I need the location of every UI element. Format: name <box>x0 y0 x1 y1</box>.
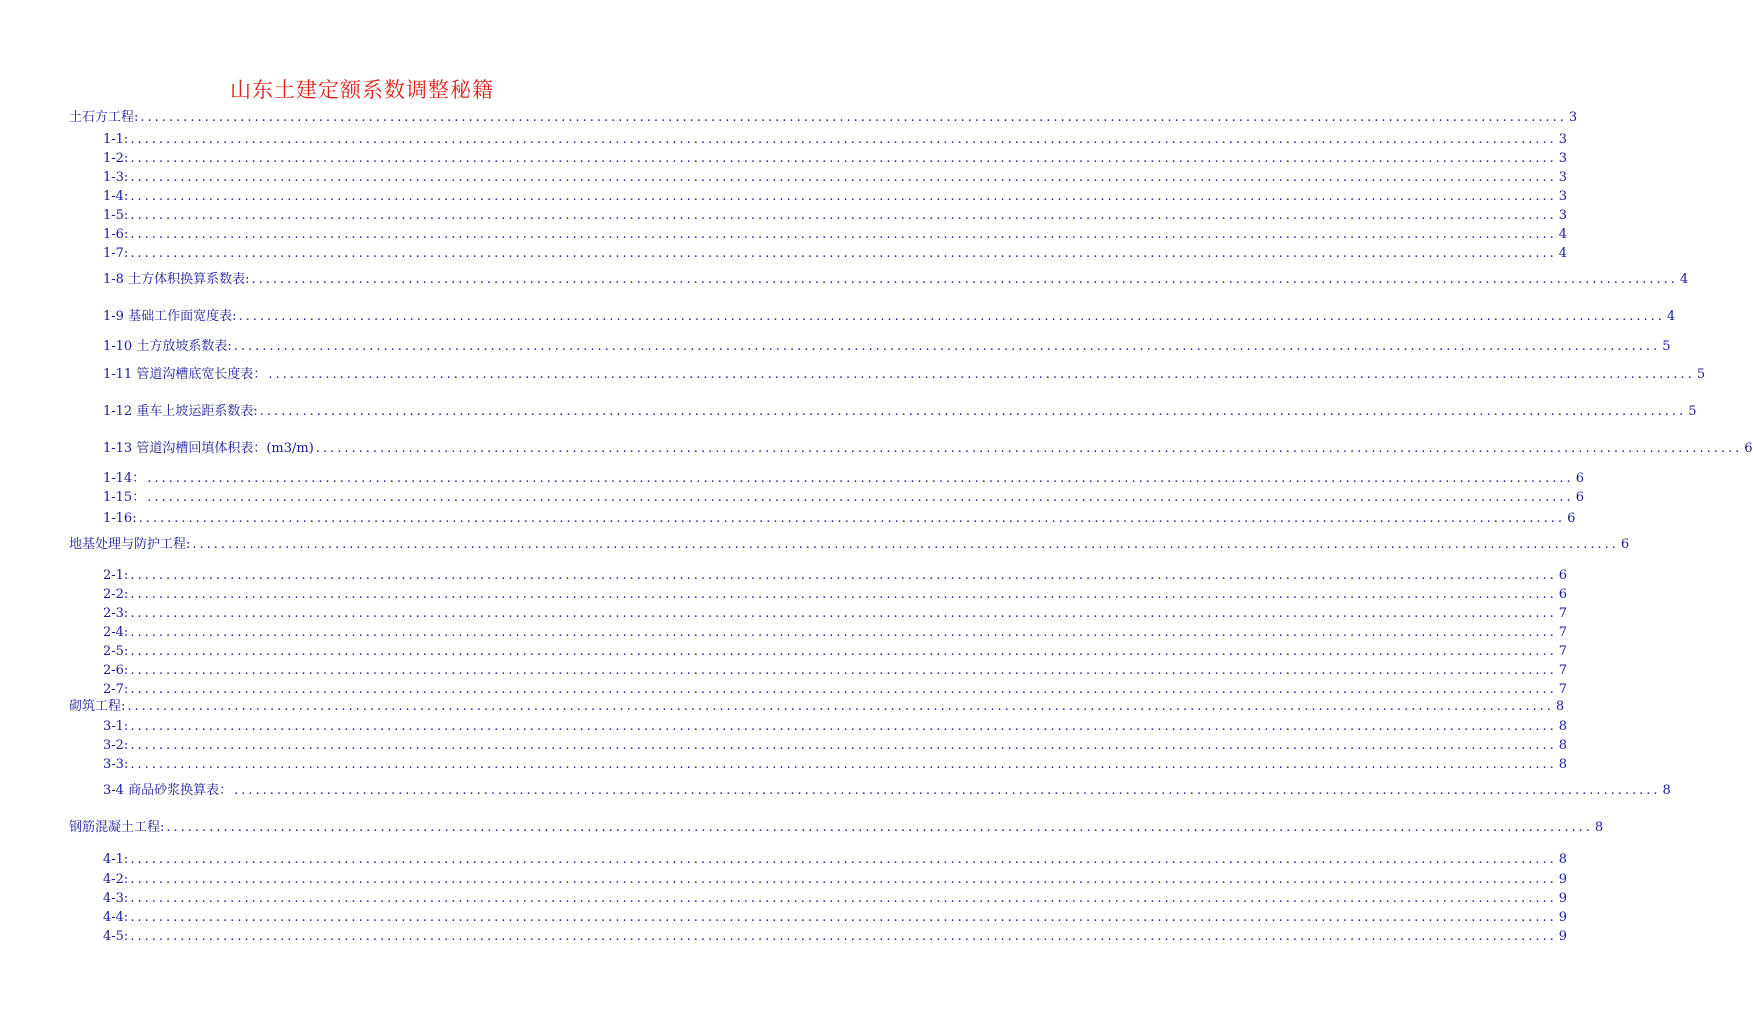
toc-entry-label: 3-4 商品砂浆换算表： <box>103 783 233 798</box>
toc-leader-dots: ........................................................................................................................................................................................................ <box>130 738 1557 753</box>
toc-page-number: 9 <box>1558 891 1568 906</box>
toc-entry-label: 4-2: <box>103 872 129 887</box>
toc-leader-dots: ........................................................................................................................................................................................................ <box>130 663 1557 678</box>
toc-leader-dots: ........................................................................................................................................................................................................ <box>166 820 1593 835</box>
toc-page-number: 7 <box>1558 644 1568 659</box>
toc-section-entry[interactable] <box>103 208 1568 224</box>
toc-entry-label: 1-7: <box>103 246 129 261</box>
toc-entry-label: 1-5: <box>103 208 129 223</box>
toc-leader-dots: ........................................................................................................................................................................................................ <box>130 170 1557 185</box>
toc-page-number: 6 <box>1558 587 1568 602</box>
toc-chapter-entry[interactable] <box>69 537 1630 553</box>
toc-section-entry[interactable] <box>103 663 1568 679</box>
toc-page-number: 9 <box>1558 910 1568 925</box>
toc-page-number: 8 <box>1558 738 1568 753</box>
toc-section-entry[interactable] <box>103 246 1568 262</box>
toc-section-entry[interactable] <box>103 738 1568 754</box>
toc-entry-label: 2-1: <box>103 568 129 583</box>
toc-page-number: 6 <box>1567 511 1576 526</box>
toc-leader-dots: ........................................................................................................................................................................................................ <box>233 339 1661 354</box>
toc-section-entry[interactable] <box>103 170 1568 186</box>
toc-section-entry[interactable] <box>103 852 1568 868</box>
toc-chapter-entry[interactable] <box>69 699 1565 715</box>
toc-leader-dots: ........................................................................................................................................................................................................ <box>259 404 1687 419</box>
toc-leader-dots: ........................................................................................................................................................................................................ <box>130 132 1557 147</box>
toc-entry-label: 4-4: <box>103 910 129 925</box>
toc-page-number: 5 <box>1662 339 1671 354</box>
toc-page-number: 6 <box>1744 441 1753 456</box>
toc-section-entry[interactable] <box>103 910 1568 926</box>
toc-page-number: 3 <box>1558 151 1568 166</box>
toc-entry-label: 1-2: <box>103 151 129 166</box>
toc-entry-label: 1-11 管道沟槽底宽长度表： <box>103 367 267 382</box>
toc-section-entry[interactable] <box>103 272 1689 288</box>
toc-entry-label: 1-10 土方放坡系数表: <box>103 339 232 354</box>
toc-page-number: 7 <box>1558 625 1568 640</box>
toc-section-entry[interactable] <box>103 404 1697 420</box>
toc-section-entry[interactable] <box>103 606 1568 622</box>
toc-chapter-entry[interactable] <box>69 820 1604 836</box>
toc-entry-label: 砌筑工程: <box>69 699 126 714</box>
toc-section-entry[interactable] <box>103 783 1671 799</box>
toc-leader-dots: ........................................................................................................................................................................................................ <box>147 490 1574 505</box>
toc-page-number: 5 <box>1688 404 1697 419</box>
toc-leader-dots: ........................................................................................................................................................................................................ <box>130 208 1557 223</box>
toc-entry-label: 钢筋混凝土工程: <box>69 820 165 835</box>
toc-page-number: 6 <box>1558 568 1568 583</box>
toc-section-entry[interactable] <box>103 367 1706 383</box>
toc-page-number: 3 <box>1558 208 1568 223</box>
toc-section-entry[interactable] <box>103 568 1568 584</box>
toc-section-entry[interactable] <box>103 471 1584 487</box>
toc-entry-label: 1-6: <box>103 227 129 242</box>
toc-leader-dots: ........................................................................................................................................................................................................ <box>192 537 1619 552</box>
toc-page-number: 8 <box>1558 719 1568 734</box>
toc-entry-label: 地基处理与防护工程: <box>69 537 191 552</box>
toc-page-number: 3 <box>1568 110 1578 125</box>
toc-leader-dots: ........................................................................................................................................................................................................ <box>130 625 1557 640</box>
toc-entry-label: 2-4: <box>103 625 129 640</box>
toc-entry-label: 1-8 土方体积换算系数表: <box>103 272 250 287</box>
toc-section-entry[interactable] <box>103 644 1568 660</box>
toc-leader-dots: ........................................................................................................................................................................................................ <box>130 757 1557 772</box>
toc-entry-label: 1-1: <box>103 132 129 147</box>
toc-leader-dots: ........................................................................................................................................................................................................ <box>130 189 1557 204</box>
toc-section-entry[interactable] <box>103 719 1568 735</box>
toc-page-number: 6 <box>1620 537 1630 552</box>
toc-leader-dots: ........................................................................................................................................................................................................ <box>130 568 1557 583</box>
toc-entry-label: 2-6: <box>103 663 129 678</box>
toc-section-entry[interactable] <box>103 757 1568 773</box>
toc-section-entry[interactable] <box>103 929 1568 945</box>
toc-entry-label: 1-9 基础工作面宽度表: <box>103 309 237 324</box>
toc-leader-dots: ........................................................................................................................................................................................................ <box>127 699 1554 714</box>
toc-section-entry[interactable] <box>103 490 1584 506</box>
toc-entry-label: 3-1: <box>103 719 129 734</box>
toc-leader-dots: ........................................................................................................................................................................................................ <box>147 471 1574 486</box>
toc-section-entry[interactable] <box>103 682 1568 698</box>
toc-leader-dots: ........................................................................................................................................................................................................ <box>315 441 1743 456</box>
toc-page-number: 6 <box>1575 471 1584 486</box>
toc-section-entry[interactable] <box>103 309 1676 325</box>
page-title: 山东土建定额系数调整秘籍 <box>230 78 494 102</box>
toc-section-entry[interactable] <box>103 189 1568 205</box>
toc-entry-label: 4-3: <box>103 891 129 906</box>
toc-page-number: 8 <box>1555 699 1565 714</box>
toc-entry-label: 土石方工程: <box>69 110 139 125</box>
toc-section-entry[interactable] <box>103 587 1568 603</box>
toc-section-entry[interactable] <box>103 891 1568 907</box>
toc-leader-dots: ........................................................................................................................................................................................................ <box>130 682 1557 697</box>
toc-leader-dots: ........................................................................................................................................................................................................ <box>238 309 1665 324</box>
toc-page-number: 4 <box>1558 227 1568 242</box>
toc-entry-label: 1-15： <box>103 490 146 505</box>
toc-entry-label: 2-7: <box>103 682 129 697</box>
toc-page-number: 4 <box>1679 272 1689 287</box>
toc-section-entry[interactable] <box>103 339 1671 355</box>
toc-page-number: 6 <box>1575 490 1584 505</box>
toc-entry-label: 1-16: <box>103 511 137 526</box>
toc-leader-dots: ........................................................................................................................................................................................................ <box>130 606 1557 621</box>
toc-entry-label: 2-3: <box>103 606 129 621</box>
toc-leader-dots: ........................................................................................................................................................................................................ <box>130 872 1557 887</box>
toc-entry-label: 3-2: <box>103 738 129 753</box>
toc-leader-dots: ........................................................................................................................................................................................................ <box>130 719 1557 734</box>
toc-section-entry[interactable] <box>103 227 1568 243</box>
toc-leader-dots: ........................................................................................................................................................................................................ <box>130 151 1557 166</box>
toc-page-number: 3 <box>1558 132 1568 147</box>
toc-page-number: 9 <box>1558 929 1568 944</box>
toc-entry-label: 1-13 管道沟槽回填体积表：(m3/m) <box>103 441 314 456</box>
toc-entry-label: 4-5: <box>103 929 129 944</box>
toc-page-number: 4 <box>1666 309 1676 324</box>
toc-page-number: 8 <box>1558 852 1568 867</box>
toc-section-entry[interactable] <box>103 441 1753 457</box>
toc-leader-dots: ........................................................................................................................................................................................................ <box>140 110 1567 125</box>
toc-leader-dots: ........................................................................................................................................................................................................ <box>130 246 1557 261</box>
toc-page-number: 3 <box>1558 170 1568 185</box>
toc-leader-dots: ........................................................................................................................................................................................................ <box>130 644 1557 659</box>
toc-page-number: 8 <box>1594 820 1604 835</box>
toc-entry-label: 1-14： <box>103 471 146 486</box>
toc-page-number: 8 <box>1558 757 1568 772</box>
toc-chapter-entry[interactable] <box>69 110 1578 126</box>
toc-page-number: 7 <box>1558 682 1568 697</box>
toc-leader-dots: ........................................................................................................................................................................................................ <box>130 587 1557 602</box>
toc-section-entry[interactable] <box>103 511 1576 527</box>
toc-entry-label: 2-5: <box>103 644 129 659</box>
toc-section-entry[interactable] <box>103 132 1568 148</box>
toc-entry-label: 2-2: <box>103 587 129 602</box>
toc-section-entry[interactable] <box>103 872 1568 888</box>
toc-section-entry[interactable] <box>103 151 1568 167</box>
toc-leader-dots: ........................................................................................................................................................................................................ <box>268 367 1695 382</box>
toc-leader-dots: ........................................................................................................................................................................................................ <box>138 511 1566 526</box>
toc-page-number: 5 <box>1696 367 1706 382</box>
toc-leader-dots: ........................................................................................................................................................................................................ <box>251 272 1678 287</box>
toc-entry-label: 1-4: <box>103 189 129 204</box>
toc-page-number: 3 <box>1558 189 1568 204</box>
toc-leader-dots: ........................................................................................................................................................................................................ <box>130 910 1557 925</box>
toc-leader-dots: ........................................................................................................................................................................................................ <box>130 929 1557 944</box>
toc-leader-dots: ........................................................................................................................................................................................................ <box>130 227 1557 242</box>
toc-leader-dots: ........................................................................................................................................................................................................ <box>130 891 1557 906</box>
toc-page-number: 4 <box>1558 246 1568 261</box>
toc-page-number: 9 <box>1558 872 1568 887</box>
toc-entry-label: 1-3: <box>103 170 129 185</box>
toc-page-number: 7 <box>1558 663 1568 678</box>
toc-entry-label: 4-1: <box>103 852 129 867</box>
toc-entry-label: 1-12 重车上坡运距系数表: <box>103 404 258 419</box>
toc-page-number: 7 <box>1558 606 1568 621</box>
toc-page-number: 8 <box>1662 783 1671 798</box>
toc-leader-dots: ........................................................................................................................................................................................................ <box>234 783 1661 798</box>
toc-section-entry[interactable] <box>103 625 1568 641</box>
toc-entry-label: 3-3: <box>103 757 129 772</box>
toc-leader-dots: ........................................................................................................................................................................................................ <box>130 852 1557 867</box>
